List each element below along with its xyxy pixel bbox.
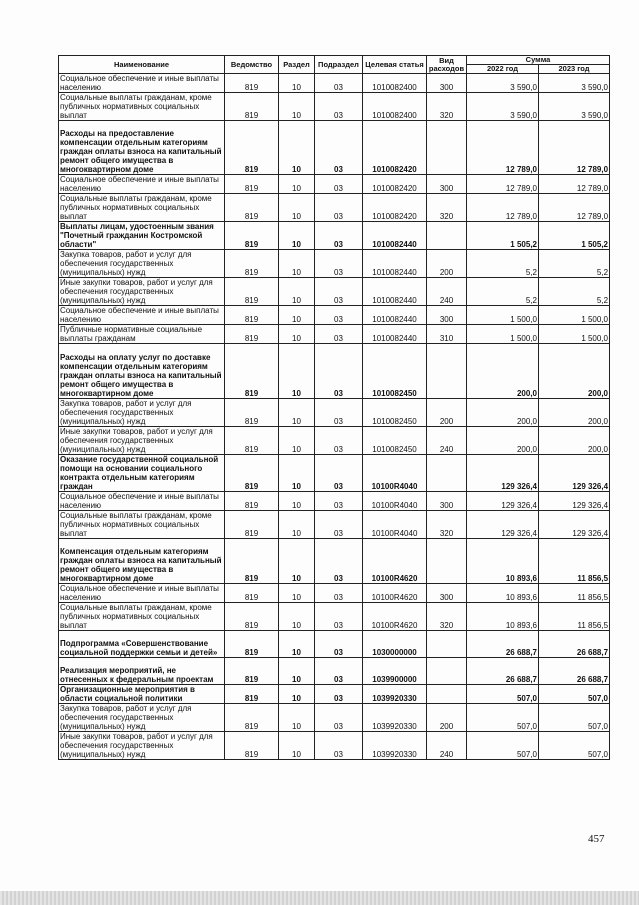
cell-name: Иные закупки товаров, работ и услуг для обеспечения государственных (муниципальных) нужд bbox=[59, 732, 225, 760]
cell-subsection: 03 bbox=[315, 121, 363, 175]
cell-2022: 10 893,6 bbox=[467, 538, 539, 583]
cell-name: Компенсация отдельным категориям граждан оплаты взноса на капитальный ремонт общего имущества в многоквартирном доме bbox=[59, 538, 225, 583]
cell-2022: 200,0 bbox=[467, 398, 539, 426]
cell-dept: 819 bbox=[225, 398, 279, 426]
cell-kind bbox=[427, 222, 467, 250]
header-name: Наименование bbox=[59, 56, 225, 74]
cell-2022: 1 500,0 bbox=[467, 306, 539, 325]
cell-name: Социальные выплаты гражданам, кроме публичных нормативных социальных выплат bbox=[59, 602, 225, 630]
cell-2023: 11 856,5 bbox=[539, 583, 610, 602]
cell-kind bbox=[427, 344, 467, 398]
cell-name: Социальное обеспечение и иные выплаты населению bbox=[59, 583, 225, 602]
cell-target: 10100R4620 bbox=[363, 583, 427, 602]
cell-dept: 819 bbox=[225, 732, 279, 760]
cell-target: 1010082440 bbox=[363, 325, 427, 344]
cell-name: Закупка товаров, работ и услуг для обеспечения государственных (муниципальных) нужд bbox=[59, 398, 225, 426]
cell-dept: 819 bbox=[225, 510, 279, 538]
cell-kind: 310 bbox=[427, 325, 467, 344]
cell-2023: 129 326,4 bbox=[539, 510, 610, 538]
cell-dept: 819 bbox=[225, 704, 279, 732]
cell-section: 10 bbox=[279, 175, 315, 194]
cell-2023: 26 688,7 bbox=[539, 657, 610, 684]
cell-target: 1010082400 bbox=[363, 93, 427, 121]
cell-section: 10 bbox=[279, 74, 315, 93]
cell-dept: 819 bbox=[225, 325, 279, 344]
cell-kind: 200 bbox=[427, 398, 467, 426]
cell-section: 10 bbox=[279, 250, 315, 278]
cell-kind bbox=[427, 685, 467, 704]
cell-kind bbox=[427, 454, 467, 491]
cell-2023: 1 500,0 bbox=[539, 325, 610, 344]
cell-2022: 3 590,0 bbox=[467, 93, 539, 121]
cell-2022: 3 590,0 bbox=[467, 74, 539, 93]
table-row bbox=[59, 278, 610, 306]
budget-table bbox=[58, 55, 610, 760]
cell-section: 10 bbox=[279, 426, 315, 454]
cell-dept: 819 bbox=[225, 538, 279, 583]
cell-name: Оказание государственной социальной помощи на основании социального контракта отдельным категориям граждан bbox=[59, 454, 225, 491]
cell-name: Социальное обеспечение и иные выплаты населению bbox=[59, 306, 225, 325]
cell-2022: 507,0 bbox=[467, 704, 539, 732]
cell-section: 10 bbox=[279, 538, 315, 583]
cell-name: Социальные выплаты гражданам, кроме публичных нормативных социальных выплат bbox=[59, 194, 225, 222]
table-row bbox=[59, 491, 610, 510]
cell-kind: 240 bbox=[427, 278, 467, 306]
cell-section: 10 bbox=[279, 510, 315, 538]
cell-subsection: 03 bbox=[315, 278, 363, 306]
cell-dept: 819 bbox=[225, 121, 279, 175]
cell-dept: 819 bbox=[225, 175, 279, 194]
cell-kind: 320 bbox=[427, 510, 467, 538]
cell-subsection: 03 bbox=[315, 398, 363, 426]
cell-kind: 320 bbox=[427, 93, 467, 121]
table-row bbox=[59, 74, 610, 93]
table-row bbox=[59, 732, 610, 760]
cell-section: 10 bbox=[279, 704, 315, 732]
cell-target: 1039920330 bbox=[363, 704, 427, 732]
cell-section: 10 bbox=[279, 685, 315, 704]
cell-target: 10100R4040 bbox=[363, 510, 427, 538]
table-header bbox=[59, 56, 610, 74]
cell-name: Социальные выплаты гражданам, кроме публичных нормативных социальных выплат bbox=[59, 510, 225, 538]
table-row bbox=[59, 250, 610, 278]
cell-kind: 200 bbox=[427, 704, 467, 732]
header-dept: Ведомство bbox=[225, 56, 279, 74]
cell-section: 10 bbox=[279, 491, 315, 510]
cell-dept: 819 bbox=[225, 685, 279, 704]
table-row bbox=[59, 454, 610, 491]
table-row bbox=[59, 583, 610, 602]
cell-dept: 819 bbox=[225, 657, 279, 684]
cell-section: 10 bbox=[279, 602, 315, 630]
cell-subsection: 03 bbox=[315, 602, 363, 630]
cell-kind bbox=[427, 630, 467, 657]
cell-2023: 5,2 bbox=[539, 278, 610, 306]
cell-2023: 507,0 bbox=[539, 732, 610, 760]
table-row bbox=[59, 510, 610, 538]
cell-subsection: 03 bbox=[315, 93, 363, 121]
cell-2023: 12 789,0 bbox=[539, 175, 610, 194]
cell-2023: 12 789,0 bbox=[539, 121, 610, 175]
table-row bbox=[59, 685, 610, 704]
cell-2023: 1 505,2 bbox=[539, 222, 610, 250]
cell-target: 1010082440 bbox=[363, 222, 427, 250]
cell-2022: 507,0 bbox=[467, 732, 539, 760]
cell-2023: 3 590,0 bbox=[539, 74, 610, 93]
cell-2022: 1 505,2 bbox=[467, 222, 539, 250]
cell-2023: 200,0 bbox=[539, 398, 610, 426]
cell-section: 10 bbox=[279, 732, 315, 760]
table-row bbox=[59, 222, 610, 250]
cell-2023: 26 688,7 bbox=[539, 630, 610, 657]
cell-section: 10 bbox=[279, 657, 315, 684]
cell-2022: 200,0 bbox=[467, 344, 539, 398]
cell-2022: 129 326,4 bbox=[467, 454, 539, 491]
cell-target: 1039900000 bbox=[363, 657, 427, 684]
cell-kind: 240 bbox=[427, 426, 467, 454]
cell-2023: 12 789,0 bbox=[539, 194, 610, 222]
cell-subsection: 03 bbox=[315, 344, 363, 398]
cell-section: 10 bbox=[279, 325, 315, 344]
cell-2023: 11 856,5 bbox=[539, 538, 610, 583]
cell-2023: 5,2 bbox=[539, 250, 610, 278]
cell-section: 10 bbox=[279, 344, 315, 398]
cell-kind: 300 bbox=[427, 306, 467, 325]
cell-dept: 819 bbox=[225, 344, 279, 398]
cell-kind bbox=[427, 538, 467, 583]
cell-subsection: 03 bbox=[315, 583, 363, 602]
cell-2022: 10 893,6 bbox=[467, 602, 539, 630]
cell-dept: 819 bbox=[225, 602, 279, 630]
cell-2022: 26 688,7 bbox=[467, 657, 539, 684]
table-body bbox=[59, 74, 610, 760]
header-subsection: Подраздел bbox=[315, 56, 363, 74]
cell-2023: 507,0 bbox=[539, 685, 610, 704]
cell-dept: 819 bbox=[225, 491, 279, 510]
cell-subsection: 03 bbox=[315, 630, 363, 657]
cell-section: 10 bbox=[279, 398, 315, 426]
cell-section: 10 bbox=[279, 194, 315, 222]
cell-dept: 819 bbox=[225, 583, 279, 602]
cell-subsection: 03 bbox=[315, 704, 363, 732]
cell-section: 10 bbox=[279, 93, 315, 121]
header-sum: Сумма bbox=[467, 56, 610, 65]
cell-kind bbox=[427, 121, 467, 175]
cell-kind: 320 bbox=[427, 602, 467, 630]
cell-2023: 129 326,4 bbox=[539, 454, 610, 491]
cell-target: 1010082440 bbox=[363, 278, 427, 306]
cell-section: 10 bbox=[279, 121, 315, 175]
cell-name: Социальное обеспечение и иные выплаты населению bbox=[59, 491, 225, 510]
table-row bbox=[59, 306, 610, 325]
scan-edge-strip bbox=[0, 891, 639, 905]
cell-2023: 129 326,4 bbox=[539, 491, 610, 510]
cell-target: 10100R4620 bbox=[363, 602, 427, 630]
cell-subsection: 03 bbox=[315, 454, 363, 491]
cell-subsection: 03 bbox=[315, 538, 363, 583]
cell-dept: 819 bbox=[225, 454, 279, 491]
cell-dept: 819 bbox=[225, 194, 279, 222]
cell-section: 10 bbox=[279, 454, 315, 491]
cell-2022: 10 893,6 bbox=[467, 583, 539, 602]
table-row bbox=[59, 175, 610, 194]
cell-name: Выплаты лицам, удостоенным звания "Почетный гражданин Костромской области" bbox=[59, 222, 225, 250]
cell-2022: 12 789,0 bbox=[467, 175, 539, 194]
cell-subsection: 03 bbox=[315, 325, 363, 344]
cell-dept: 819 bbox=[225, 426, 279, 454]
cell-subsection: 03 bbox=[315, 74, 363, 93]
header-section: Раздел bbox=[279, 56, 315, 74]
cell-2023: 11 856,5 bbox=[539, 602, 610, 630]
cell-subsection: 03 bbox=[315, 685, 363, 704]
cell-name: Организационные мероприятия в области социальной политики bbox=[59, 685, 225, 704]
cell-target: 1030000000 bbox=[363, 630, 427, 657]
cell-target: 1010082420 bbox=[363, 194, 427, 222]
cell-subsection: 03 bbox=[315, 306, 363, 325]
cell-kind: 240 bbox=[427, 732, 467, 760]
cell-subsection: 03 bbox=[315, 222, 363, 250]
table-row bbox=[59, 602, 610, 630]
cell-2022: 129 326,4 bbox=[467, 510, 539, 538]
cell-name: Подпрограмма «Совершенствование социальной поддержки семьи и детей» bbox=[59, 630, 225, 657]
cell-target: 1010082450 bbox=[363, 398, 427, 426]
cell-dept: 819 bbox=[225, 630, 279, 657]
cell-name: Реализация мероприятий, не отнесенных к федеральным проектам bbox=[59, 657, 225, 684]
cell-2022: 26 688,7 bbox=[467, 630, 539, 657]
cell-dept: 819 bbox=[225, 222, 279, 250]
cell-subsection: 03 bbox=[315, 250, 363, 278]
cell-subsection: 03 bbox=[315, 194, 363, 222]
cell-name: Публичные нормативные социальные выплаты гражданам bbox=[59, 325, 225, 344]
cell-name: Иные закупки товаров, работ и услуг для обеспечения государственных (муниципальных) нужд bbox=[59, 426, 225, 454]
cell-section: 10 bbox=[279, 278, 315, 306]
table-row bbox=[59, 344, 610, 398]
cell-2023: 507,0 bbox=[539, 704, 610, 732]
cell-subsection: 03 bbox=[315, 732, 363, 760]
cell-kind bbox=[427, 657, 467, 684]
table-row bbox=[59, 121, 610, 175]
cell-2022: 507,0 bbox=[467, 685, 539, 704]
cell-subsection: 03 bbox=[315, 175, 363, 194]
table-row bbox=[59, 704, 610, 732]
cell-2022: 12 789,0 bbox=[467, 194, 539, 222]
cell-2022: 129 326,4 bbox=[467, 491, 539, 510]
header-kind: Вид расходов bbox=[427, 56, 467, 74]
cell-target: 10100R4040 bbox=[363, 454, 427, 491]
cell-dept: 819 bbox=[225, 74, 279, 93]
cell-kind: 300 bbox=[427, 74, 467, 93]
cell-2022: 12 789,0 bbox=[467, 121, 539, 175]
cell-name: Социальное обеспечение и иные выплаты населению bbox=[59, 74, 225, 93]
cell-2023: 200,0 bbox=[539, 426, 610, 454]
page-number: 457 bbox=[588, 833, 605, 845]
cell-dept: 819 bbox=[225, 93, 279, 121]
cell-target: 1010082450 bbox=[363, 426, 427, 454]
table-row bbox=[59, 93, 610, 121]
cell-name: Закупка товаров, работ и услуг для обеспечения государственных (муниципальных) нужд bbox=[59, 250, 225, 278]
cell-section: 10 bbox=[279, 630, 315, 657]
cell-target: 1010082420 bbox=[363, 121, 427, 175]
cell-section: 10 bbox=[279, 222, 315, 250]
cell-kind: 300 bbox=[427, 175, 467, 194]
cell-name: Социальные выплаты гражданам, кроме публичных нормативных социальных выплат bbox=[59, 93, 225, 121]
cell-kind: 300 bbox=[427, 491, 467, 510]
cell-kind: 200 bbox=[427, 250, 467, 278]
cell-dept: 819 bbox=[225, 306, 279, 325]
cell-target: 1010082420 bbox=[363, 175, 427, 194]
cell-name: Расходы на оплату услуг по доставке компенсации отдельным категориям граждан оплаты взноса на капитальный ремонт общего имущества в многоквартирном доме bbox=[59, 344, 225, 398]
cell-target: 1010082440 bbox=[363, 306, 427, 325]
table-row bbox=[59, 426, 610, 454]
cell-target: 1010082450 bbox=[363, 344, 427, 398]
cell-name: Расходы на предоставление компенсации отдельным категориям граждан оплаты взноса на капитальный ремонт общего имущества в многоквартирном доме bbox=[59, 121, 225, 175]
cell-target: 10100R4040 bbox=[363, 491, 427, 510]
table-row bbox=[59, 325, 610, 344]
cell-2022: 1 500,0 bbox=[467, 325, 539, 344]
header-2023: 2023 год bbox=[539, 65, 610, 74]
cell-dept: 819 bbox=[225, 250, 279, 278]
table-row bbox=[59, 538, 610, 583]
cell-name: Закупка товаров, работ и услуг для обеспечения государственных (муниципальных) нужд bbox=[59, 704, 225, 732]
cell-2022: 5,2 bbox=[467, 278, 539, 306]
header-target: Целевая статья bbox=[363, 56, 427, 74]
cell-2023: 1 500,0 bbox=[539, 306, 610, 325]
cell-target: 1010082440 bbox=[363, 250, 427, 278]
table-row bbox=[59, 398, 610, 426]
cell-dept: 819 bbox=[225, 278, 279, 306]
cell-section: 10 bbox=[279, 306, 315, 325]
cell-section: 10 bbox=[279, 583, 315, 602]
cell-target: 1010082400 bbox=[363, 74, 427, 93]
table-row bbox=[59, 194, 610, 222]
header-2022: 2022 год bbox=[467, 65, 539, 74]
cell-subsection: 03 bbox=[315, 657, 363, 684]
cell-subsection: 03 bbox=[315, 491, 363, 510]
cell-name: Иные закупки товаров, работ и услуг для обеспечения государственных (муниципальных) нужд bbox=[59, 278, 225, 306]
cell-target: 1039920330 bbox=[363, 732, 427, 760]
cell-kind: 300 bbox=[427, 583, 467, 602]
cell-2022: 5,2 bbox=[467, 250, 539, 278]
cell-name: Социальное обеспечение и иные выплаты населению bbox=[59, 175, 225, 194]
cell-subsection: 03 bbox=[315, 426, 363, 454]
cell-2023: 200,0 bbox=[539, 344, 610, 398]
cell-subsection: 03 bbox=[315, 510, 363, 538]
cell-target: 1039920330 bbox=[363, 685, 427, 704]
cell-2022: 200,0 bbox=[467, 426, 539, 454]
table-row bbox=[59, 630, 610, 657]
cell-target: 10100R4620 bbox=[363, 538, 427, 583]
cell-kind: 320 bbox=[427, 194, 467, 222]
table-row bbox=[59, 657, 610, 684]
cell-2023: 3 590,0 bbox=[539, 93, 610, 121]
